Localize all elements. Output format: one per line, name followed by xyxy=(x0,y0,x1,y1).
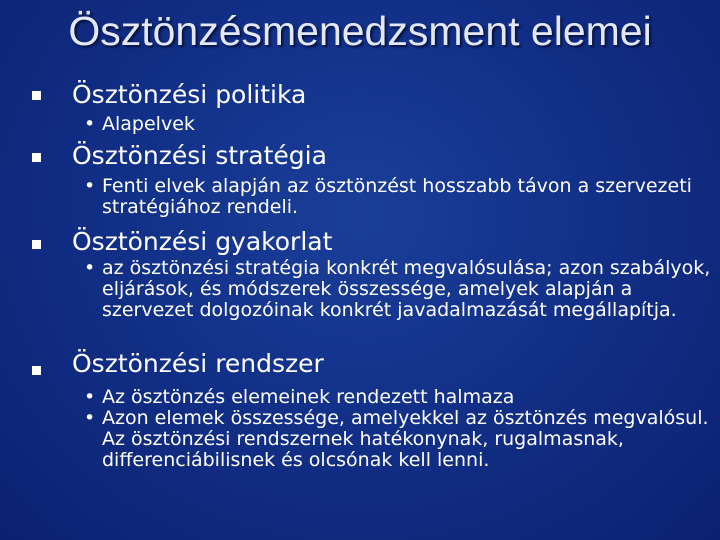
section-items-rendszer xyxy=(84,387,714,471)
section-heading-strategia: Ösztönzési stratégia xyxy=(72,141,327,170)
list-item: • Fenti elvek alapján az ösztönzést hosszabb távon a szervezeti stratégiához rendeli. xyxy=(84,175,692,218)
square-bullet-icon xyxy=(32,240,41,249)
section-items-strategia xyxy=(84,176,714,218)
list-item: • Alapelvek xyxy=(84,113,195,135)
section-items-politika xyxy=(84,114,714,135)
round-bullet-icon: • xyxy=(84,257,96,279)
section-heading-rendszer: Ösztönzési rendszer xyxy=(72,349,324,378)
list-item: • az ösztönzési stratégia konkrét megvalósulása; azon szabályok, eljárások, és módszerek összessége, amelyek alapján a szervezet dolgozóinak konkrét javadalmazását megállapítja. xyxy=(84,257,711,321)
list-item: • Azon elemek összessége, amelyekkel az ösztönzés megvalósul. Az ösztönzési rendszernek hatékonynak, rugalmasnak, differenciábilisnek és olcsónak kell lenni. xyxy=(84,407,709,471)
round-bullet-icon: • xyxy=(84,407,96,429)
section-heading-gyakorlat: Ösztönzési gyakorlat xyxy=(72,227,333,256)
slide-title: Ösztönzésmenedzsment elemei xyxy=(68,8,652,54)
section-items-gyakorlat xyxy=(84,258,714,321)
list-item: • Az ösztönzés elemeinek rendezett halmaza xyxy=(84,386,515,408)
round-bullet-icon: • xyxy=(84,175,96,197)
square-bullet-icon xyxy=(32,366,41,375)
section-heading-politika: Ösztönzési politika xyxy=(72,80,307,109)
square-bullet-icon xyxy=(32,91,41,100)
round-bullet-icon: • xyxy=(84,386,96,408)
round-bullet-icon: • xyxy=(84,113,96,135)
square-bullet-icon xyxy=(32,153,41,162)
